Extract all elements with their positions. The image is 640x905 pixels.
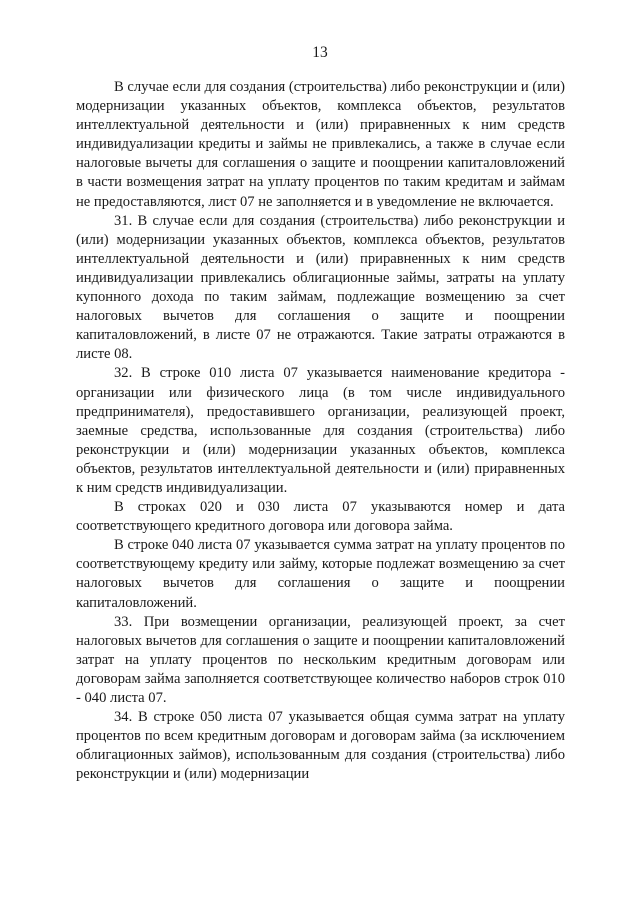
page-number: 13 (312, 44, 328, 61)
paragraph: 34. В строке 050 листа 07 указывается общая сумма затрат на уплату процентов по всем кредитным договорам и договорам займа (за исключением облигационных займов), использованным для создания (строительства) либо реконструкции и (или) модернизации (76, 709, 565, 783)
paragraph: 32. В строке 010 листа 07 указывается наименование кредитора - организации или физического лица (в том числе индивидуального предпринимателя), предоставившего организации, реализующей проект, заемные средства, использованные для создания (строительства) либо реконструкции и (или) модернизации указанных объектов, комплекса объектов, результатов интеллектуальной деятельности и (или) приравненных к ним средств индивидуализации. (76, 365, 565, 496)
paragraph: В строках 020 и 030 листа 07 указываются номер и дата соответствующего кредитного договора или договора займа. (76, 499, 565, 535)
paragraph: В случае если для создания (строительства) либо реконструкции и (или) модернизации указанных объектов, комплекса объектов, результатов интеллектуальной деятельности и (или) приравненных к ним средств индивидуализации кредиты и займы не привлекались, а также в случае если налоговые вычеты для соглашения о защите и поощрении капиталовложений в части возмещения затрат на уплату процентов по таким кредитам и займам не предоставляются, лист 07 не заполняется и в уведомление не включается. (76, 79, 565, 210)
document-body (76, 78, 565, 784)
paragraph: 33. При возмещении организации, реализующей проект, за счет налоговых вычетов для соглашения о защите и поощрении капиталовложений затрат на уплату процентов по нескольким кредитным договорам или договорам займа заполняется соответствующее количество наборов строк 010 - 040 листа 07. (76, 613, 565, 706)
paragraph: 31. В случае если для создания (строительства) либо реконструкции и (или) модернизации указанных объектов, комплекса объектов, результатов интеллектуальной деятельности и (или) приравненных к ним средств индивидуализации привлекались облигационные займы, затраты на уплату купонного дохода по таким займам, подлежащие возмещению за счет налоговых вычетов для соглашения о защите и поощрении капиталовложений, в листе 07 не отражаются. Такие затраты отражаются в листе 08. (76, 212, 565, 363)
paragraph: В строке 040 листа 07 указывается сумма затрат на уплату процентов по соответствующему кредиту или займу, которые подлежат возмещению за счет налоговых вычетов для соглашения о защите и поощрении капиталовложений. (76, 537, 565, 611)
